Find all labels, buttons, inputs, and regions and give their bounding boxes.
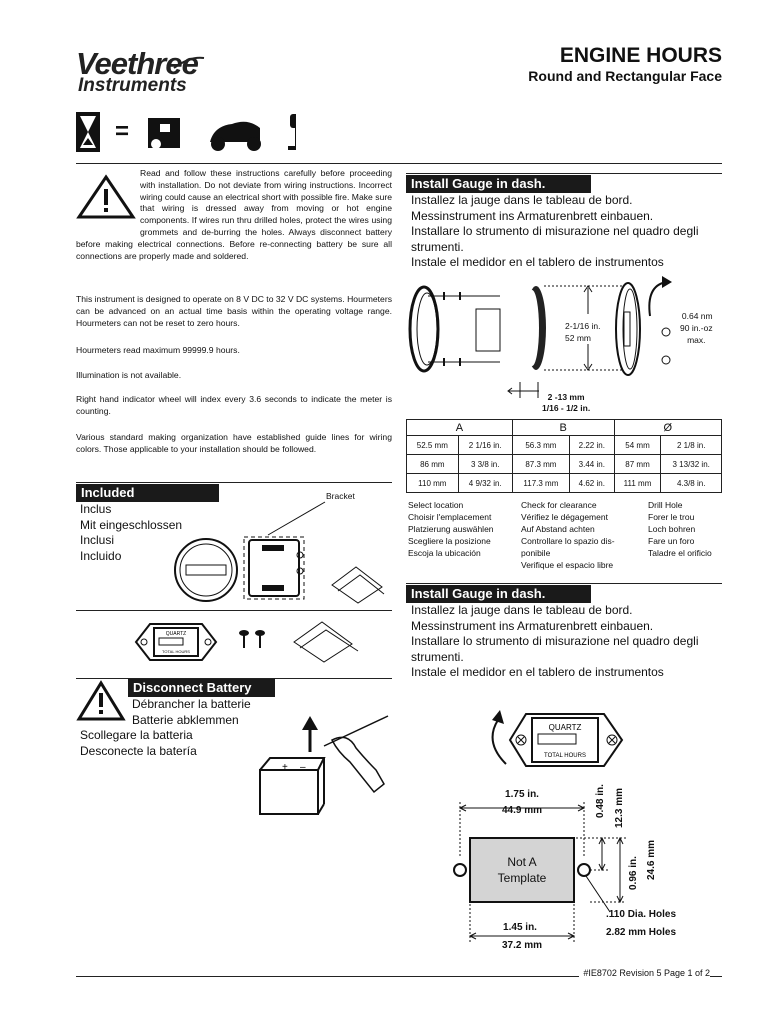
included-heading: Included: [76, 484, 219, 502]
screw-icon: [239, 630, 249, 648]
screw-icon: [255, 630, 265, 648]
battery-lines-a: Débrancher la batterie Batterie abklemmen: [132, 697, 251, 727]
hole-mm-label: 2.82 mm Holes: [606, 927, 677, 938]
offset-mm-label: 12.3 mm: [614, 787, 625, 828]
install-rule: [406, 173, 722, 174]
hourmeter-parts-drawing: [132, 618, 382, 666]
install-heading: Install Gauge in dash.: [406, 175, 591, 193]
rectangular-gauge-drawing: [478, 704, 640, 778]
included-divider: [76, 610, 392, 611]
gauge-brand-text: QUARTZ: [165, 631, 187, 637]
offset-in-label: 0.48 in.: [595, 784, 606, 818]
warning-text: Read and follow these instructions carefully before proceeding with installation. Do not deviate from wiring instructions. Incorrect wiring could cause an electrical short with possible fire. Make sure that wiring is dressed away from moving or hot engine components. If wires run thru drilled holes, protect the wires using grommets and de-burring the holes. Always disconnect battery before making electrical connections. Before re-connecting battery be sure all connections are properly made and soldered.: [76, 168, 392, 261]
svg-text:–: –: [300, 762, 306, 773]
height-in-label: 0.96 in.: [628, 856, 639, 890]
gauge-brand-text: QUARTZ: [548, 723, 582, 732]
gauge-label-text: TOTAL HOURS: [544, 753, 586, 759]
table-row: 110 mm 4 9/32 in. 117.3 mm 4.62 in. 111 mm 4.3/8 in.: [407, 474, 722, 493]
diameter-label: 2-1/16 in. 52 mm: [565, 321, 601, 343]
hole-in-label: .110 Dia. Holes: [606, 909, 677, 920]
table-header: Ø: [614, 420, 721, 436]
included-lines: Inclus Mit eingeschlossen Inclusi Incluido: [80, 502, 183, 563]
outboard-motor-icon: [288, 114, 296, 150]
install2-lines: Installez la jauge dans le tableau de bord. Messinstrument ins Armaturenbrett einbauen. Installare lo strumento di misurazione nel quadro degli strumenti. Instale el medidor en el tablero de instrumentos: [411, 603, 699, 679]
battery-heading: Disconnect Battery: [128, 679, 275, 697]
check-clearance-list: Check for clearance Vérifiez le dégagement Auf Abstand achten Controllare lo spazio dis- ponibile Verifique el espacio libre: [521, 500, 615, 570]
select-location-list: Select location Choisir l'emplacement Platzierung auswählen Scegliere la posizione Escoja la ubicación: [408, 500, 494, 558]
base-mm-label: 37.2 mm: [501, 940, 543, 951]
height-mm-label: 24.6 mm: [646, 839, 657, 880]
tractor-icon: [148, 118, 180, 149]
width-mm-label: 44.9 mm: [501, 805, 543, 816]
battery-disconnect-drawing: [254, 712, 392, 818]
header-divider: [76, 163, 722, 164]
equals-sign: =: [115, 118, 130, 145]
wiring-colors-text: Various standard making organization have established guide lines for wiring colors. Those applicable to your installation should be followed.: [76, 432, 392, 454]
table-header: B: [512, 420, 614, 436]
dimensions-table: [406, 419, 722, 493]
warning-triangle-icon: [76, 680, 126, 722]
logo-swoosh-icon: [172, 54, 206, 70]
page-title: ENGINE HOURS: [559, 44, 722, 67]
table-row: 52.5 mm 2 1/16 in. 56.3 mm 2.22 in. 54 mm 2 1/8 in.: [407, 436, 722, 455]
install2-heading: Install Gauge in dash.: [406, 585, 591, 603]
panel-thickness-label: 2 -13 mm 1/16 - 1/2 in.: [542, 392, 591, 413]
not-a-template-label: Not A Template: [497, 855, 547, 885]
illumination-text: Illumination is not available.: [76, 370, 182, 380]
torque-label: 0.64 nm 90 in.-oz max.: [680, 311, 713, 345]
gauge-label-text: TOTAL HOURS: [162, 649, 190, 654]
svg-text:+: +: [282, 762, 288, 773]
install2-rule: [406, 583, 722, 584]
brand-logo-line1: Veethree: [76, 46, 198, 81]
table-header: A: [407, 420, 513, 436]
battery-lines-b: Scollegare la batteria Desconecte la batería: [80, 728, 197, 758]
bracket-label: Bracket: [326, 491, 355, 501]
voltage-text: This instrument is designed to operate on 8 V DC to 32 V DC systems. Hourmeters can be advanced on an actual time basis within the operating voltage range. Hourmeters can not be reset to zero hours.: [76, 294, 392, 328]
atv-icon: [210, 122, 261, 151]
drill-hole-list: Drill Hole Forer le trou Loch bohren Fare un foro Taladre el orificio: [648, 500, 712, 558]
indicator-text: Right hand indicator wheel will index every 3.6 seconds to indicate the meter is counting.: [76, 394, 392, 416]
footer-revision: #IE8702 Revision 5 Page 1 of 2: [579, 968, 710, 978]
page-subtitle: Round and Rectangular Face: [528, 68, 722, 84]
brand-logo-line2: Instruments: [78, 75, 187, 96]
hourglass-icon: [76, 112, 100, 152]
width-in-label: 1.75 in.: [505, 789, 539, 800]
application-icons: [76, 112, 296, 154]
install-lines: Installez la jauge dans le tableau de bord. Messinstrument ins Armaturenbrett einbauen. Installare lo strumento di misurazione nel quadro degli strumenti. Instale el medidor en el tablero de instrumentos: [411, 193, 699, 269]
table-row: 86 mm 3 3/8 in. 87.3 mm 3.44 in. 87 mm 3 13/32 in.: [407, 455, 722, 474]
included-rule: [76, 482, 392, 483]
base-in-label: 1.45 in.: [503, 922, 537, 933]
max-hours-text: Hourmeters read maximum 99999.9 hours.: [76, 345, 240, 355]
included-parts-drawing: [170, 495, 392, 613]
